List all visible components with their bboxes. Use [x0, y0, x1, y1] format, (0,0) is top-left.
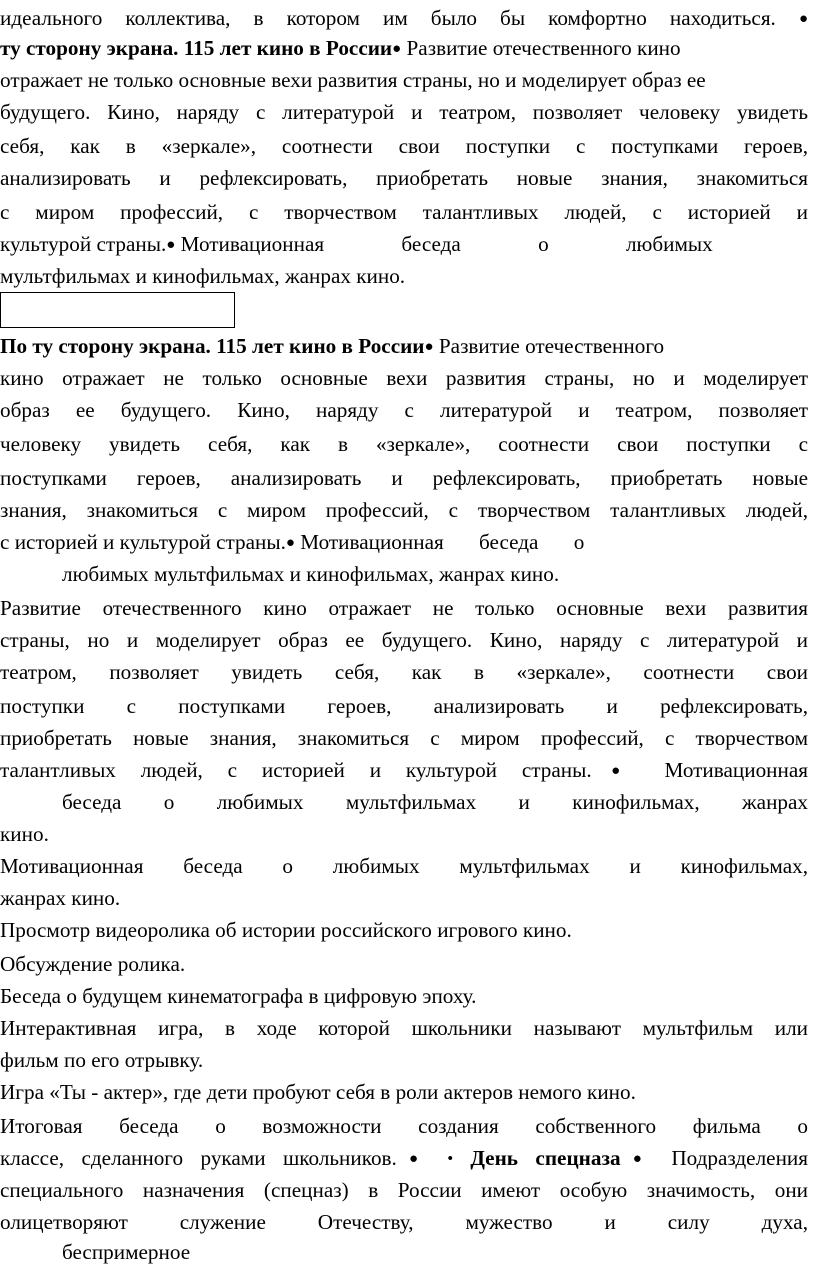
- bullet-icon: ●: [424, 339, 434, 355]
- text-line: кино отражает не только основные вехи развития страны, но и моделирует: [0, 366, 808, 390]
- text-line: себя, как в «зеркале», соотнести свои поступки с поступками героев,: [0, 134, 808, 158]
- text-line: знания, знакомиться с миром профессий, с творчеством талантливых людей,: [0, 498, 808, 522]
- text-line: страны, но и моделирует образ ее будущего. Кино, наряду с литературой и: [0, 628, 808, 652]
- text-line: фильм по его отрывку.: [0, 1048, 204, 1072]
- text-line: олицетворяют служение Отечеству, мужество и силу духа,: [0, 1210, 808, 1234]
- bullet-icon: ●: [591, 763, 640, 779]
- section-heading: День спецназа: [470, 1146, 621, 1170]
- text-line: поступки с поступками героев, анализировать и рефлексировать,: [0, 694, 808, 718]
- bullet-icon: ●: [798, 11, 808, 27]
- text-line: любимых мультфильмах и кинофильмах, жанрах кино.: [62, 562, 560, 586]
- bullet-icon: ●: [166, 237, 176, 253]
- bullet-icon: ●: [285, 535, 295, 551]
- text-line: классе, сделанного руками школьников.● • День спецназа● Подразделения: [0, 1146, 808, 1170]
- text-line: Развитие отечественного кино отражает не только основные вехи развития: [0, 596, 808, 620]
- text-line: жанрах кино.: [0, 886, 121, 910]
- text-line: Мотивационная беседа о любимых мультфильмах и кинофильмах,: [0, 854, 808, 878]
- text-line: будущего. Кино, наряду с литературой и театром, позволяет человеку увидеть: [0, 100, 808, 124]
- bullet-icon: ●: [392, 41, 402, 57]
- list-item: Итоговая беседа о возможности создания собственного фильма о: [0, 1114, 808, 1138]
- text-line: приобретать новые знания, знакомиться с миром профессий, с творчеством: [0, 726, 808, 750]
- text-line: человеку увидеть себя, как в «зеркале», соотнести свои поступки с: [0, 432, 808, 456]
- list-item: Игра «Ты - актер», где дети пробуют себя в роли актеров немого кино.: [0, 1080, 636, 1104]
- section-heading: ту сторону экрана. 115 лет кино в России: [0, 36, 393, 60]
- text-line: культурой страны.● Мотивационная беседа о любимых: [0, 232, 713, 256]
- list-item: Просмотр видеоролика об истории российского игрового кино.: [0, 918, 572, 942]
- list-item: Интерактивная игра, в ходе которой школьники называют мультфильм или: [0, 1016, 808, 1040]
- text-line: ту сторону экрана. 115 лет кино в России● Развитие отечественного кино: [0, 36, 681, 60]
- text-line: По ту сторону экрана. 115 лет кино в России● Развитие отечественного: [0, 334, 665, 358]
- text-line: образ ее будущего. Кино, наряду с литературой и театром, позволяет: [0, 398, 808, 422]
- text-line: с историей и культурой страны.● Мотивационная беседа о: [0, 530, 585, 554]
- text-line: театром, позволяет увидеть себя, как в «зеркале», соотнести свои: [0, 660, 808, 684]
- small-bullet-icon: •: [447, 1151, 453, 1167]
- list-item: Беседа о будущем кинематографа в цифровую эпоху.: [0, 984, 477, 1008]
- text-line: беседа о любимых мультфильмах и кинофильмах, жанрах: [62, 790, 808, 814]
- text-line: беспримерное: [62, 1240, 191, 1264]
- bullet-icon: ●: [396, 1151, 431, 1167]
- bullet-icon: ●: [620, 1151, 654, 1167]
- text-line: отражает не только основные вехи развития страны, но и моделирует образ ее: [0, 68, 706, 92]
- list-item: Обсуждение ролика.: [0, 952, 186, 976]
- text-line: специального назначения (спецназ) в России имеют особую значимость, они: [0, 1178, 808, 1202]
- text-line: кино.: [0, 822, 49, 846]
- section-heading: По ту сторону экрана. 115 лет кино в России: [0, 334, 425, 358]
- text-line: талантливых людей, с историей и культурой страны.● Мотивационная: [0, 758, 808, 782]
- text-line: анализировать и рефлексировать, приобретать новые знания, знакомиться: [0, 166, 808, 190]
- text-line: мультфильмах и кинофильмах, жанрах кино.: [0, 264, 406, 288]
- text-line: с миром профессий, с творчеством талантливых людей, с историей и: [0, 200, 808, 224]
- text-line: идеального коллектива, в котором им было бы комфортно находиться. ●: [0, 6, 808, 30]
- empty-text-box: [0, 292, 235, 328]
- text-line: поступками героев, анализировать и рефлексировать, приобретать новые: [0, 466, 808, 490]
